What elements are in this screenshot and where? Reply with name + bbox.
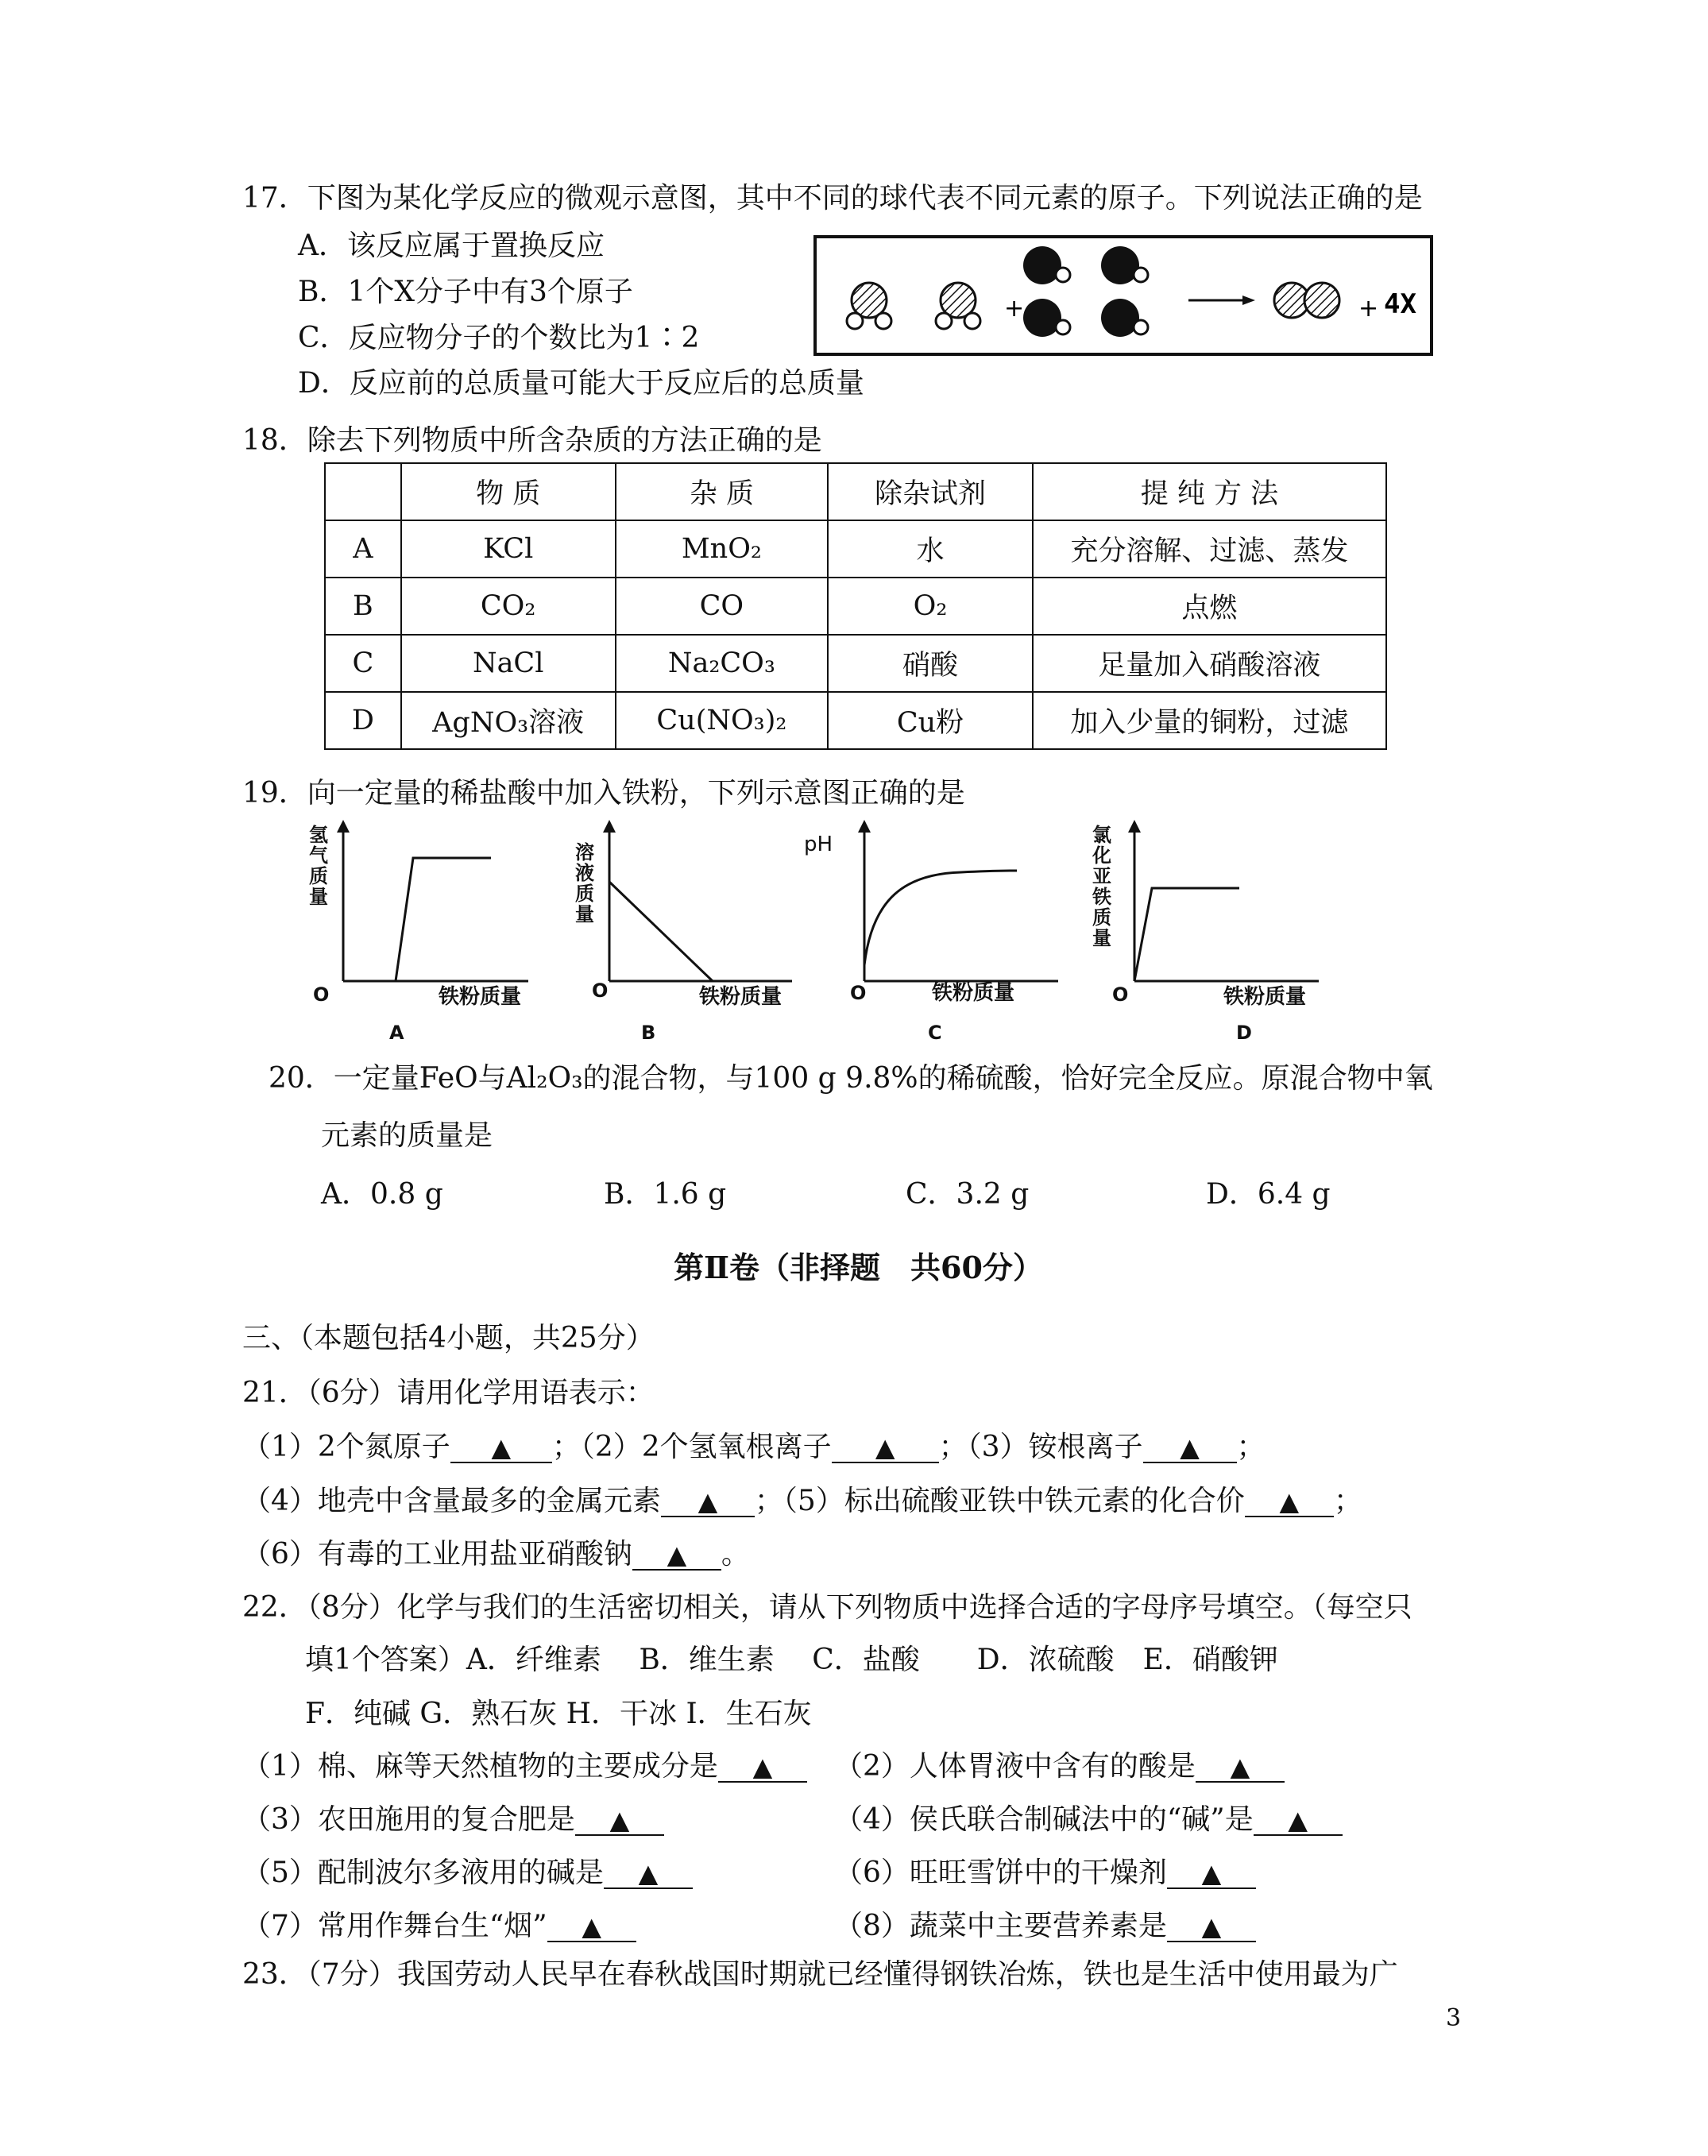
plus-sign-2: + — [1358, 295, 1379, 323]
q22-item-5: （5）配制波尔多液用的碱是 ▲ — [242, 1859, 693, 1889]
q21-line3 — [242, 1540, 750, 1571]
table-cell: 硝酸 — [828, 635, 1033, 692]
triangle-icon: ▲ — [1201, 1858, 1222, 1888]
q22-item-4: （4）侯氏联合制碱法中的“碱”是 ▲ — [834, 1806, 1343, 1836]
table-cell: B — [325, 578, 401, 635]
graph-c-xlabel: 铁粉质量 — [932, 981, 1015, 1005]
graph-d — [1080, 818, 1335, 1049]
q17-option-d: D．反应前的总质量可能大于反应后的总质量 — [298, 367, 864, 400]
q22-stem-line3: F．纯碱 G．熟石灰 H．干冰 I．生石灰 — [305, 1698, 812, 1730]
table-cell: D — [325, 692, 401, 749]
q20-option-d: D．6.4 g — [1206, 1178, 1331, 1211]
table-cell: Cu(NO₃)₂ — [616, 692, 829, 749]
table-cell: AgNO₃溶液 — [401, 692, 616, 749]
triangle-icon: ▲ — [1288, 1805, 1308, 1835]
q21-end2: ； — [1333, 1485, 1362, 1517]
q17-option-a: A．该反应属于置换反应 — [298, 230, 605, 262]
graph-d-xlabel: 铁粉质量 — [1223, 985, 1307, 1009]
table-header-cell — [325, 463, 401, 520]
table-cell: CO — [616, 578, 829, 635]
q20-stem-line1: 20．一定量FeO与Al₂O₃的混合物，与100 g 9.8%的稀硫酸，恰好完全反应。原混合物中氧 — [269, 1062, 1433, 1095]
q21-item1: （1）2个氮原子 — [242, 1431, 450, 1463]
answer-blank[interactable] — [547, 1912, 636, 1942]
table-cell: Cu粉 — [828, 692, 1033, 749]
graph-d-letter: D — [1236, 1022, 1252, 1044]
graph-c-ylabel: pH — [804, 833, 833, 856]
q21-item4: （4）地壳中含量最多的金属元素 — [242, 1485, 661, 1517]
q17-stem: 17．下图为某化学反应的微观示意图，其中不同的球代表不同元素的原子。下列说法正确的是 — [242, 182, 1423, 214]
q22-stem-line2: 填1个答案）A．纤维素 B．维生素 C．盐酸 D．浓硫酸 E．硝酸钾 — [305, 1644, 1278, 1676]
triangle-icon: ▲ — [609, 1805, 630, 1835]
triangle-icon: ▲ — [667, 1540, 687, 1570]
table-cell: 足量加入硝酸溶液 — [1033, 635, 1386, 692]
triangle-icon: ▲ — [1180, 1432, 1200, 1462]
answer-blank[interactable] — [450, 1433, 552, 1463]
q21-end3: 。 — [721, 1538, 750, 1571]
q20-stem-line2: 元素的质量是 — [321, 1119, 493, 1152]
table-header-row — [325, 463, 1386, 520]
graph-b-letter: B — [641, 1022, 656, 1044]
table-row — [325, 692, 1386, 749]
table-header-cell: 物 质 — [401, 463, 616, 520]
triangle-icon: ▲ — [1230, 1752, 1250, 1782]
triangle-icon: ▲ — [1279, 1486, 1300, 1517]
molecule-black-4 — [1101, 299, 1148, 337]
answer-blank[interactable] — [1254, 1806, 1343, 1836]
triangle-icon: ▲ — [491, 1432, 512, 1462]
graph-a-letter: A — [389, 1022, 404, 1044]
answer-blank[interactable] — [575, 1806, 664, 1836]
q18-stem: 18．除去下列物质中所含杂质的方法正确的是 — [242, 424, 822, 457]
table-cell: 水 — [828, 520, 1033, 578]
table-header-cell: 提 纯 方 法 — [1033, 463, 1386, 520]
graph-a-xlabel: 铁粉质量 — [439, 985, 522, 1009]
molecule-black-1 — [1023, 246, 1070, 284]
q21-stem: 21．（6分）请用化学用语表示： — [242, 1377, 655, 1409]
product-x-label: 4X — [1384, 288, 1416, 320]
q21-item2: ；（2）2个氢氧根离子 — [551, 1431, 832, 1463]
graph-a-ylabel: 氢气质量 — [309, 824, 328, 908]
q17-option-b: B．1个X分子中有3个原子 — [298, 276, 633, 308]
triangle-icon: ▲ — [1201, 1911, 1222, 1942]
table-cell: C — [325, 635, 401, 692]
graph-c-letter: C — [928, 1022, 942, 1044]
table-header-cell: 杂 质 — [616, 463, 829, 520]
table-cell: 点燃 — [1033, 578, 1386, 635]
q20-option-c: C．3.2 g — [906, 1178, 1030, 1211]
answer-blank[interactable] — [1196, 1752, 1285, 1783]
molecule-hatched-1 — [847, 283, 891, 329]
reaction-arrow — [1188, 296, 1255, 305]
part2-title: 第Ⅱ卷（非择题 共60分） — [674, 1250, 1043, 1285]
graph-b-ylabel: 溶液质量 — [575, 841, 594, 925]
table-cell: O₂ — [828, 578, 1033, 635]
graph-b-xlabel: 铁粉质量 — [699, 985, 783, 1009]
q21-line2 — [242, 1487, 1362, 1517]
triangle-icon: ▲ — [875, 1432, 895, 1462]
answer-blank[interactable] — [1245, 1487, 1334, 1517]
table-header-cell: 除杂试剂 — [828, 463, 1033, 520]
molecule-black-2 — [1101, 246, 1148, 284]
graph-c-origin: O — [850, 982, 867, 1004]
q20-option-a: A．0.8 g — [321, 1178, 443, 1211]
table-cell: 充分溶解、过滤、蒸发 — [1033, 520, 1386, 578]
graph-b — [568, 818, 814, 1049]
answer-blank[interactable] — [632, 1540, 721, 1571]
table-cell: 加入少量的铜粉，过滤 — [1033, 692, 1386, 749]
molecule-black-3 — [1023, 299, 1070, 337]
molecule-hatched-2 — [936, 283, 980, 329]
q21-end1: ； — [1236, 1431, 1266, 1463]
answer-blank[interactable] — [1143, 1433, 1237, 1463]
triangle-icon: ▲ — [752, 1752, 773, 1782]
graph-b-origin: O — [592, 979, 609, 1002]
q21-item3: ；（3）铵根离子 — [938, 1431, 1143, 1463]
plus-sign-1: + — [1004, 295, 1025, 323]
q21-line1 — [242, 1433, 1266, 1463]
answer-blank[interactable] — [1167, 1859, 1256, 1889]
graph-c — [802, 818, 1072, 1049]
q22-item-3: （3）农田施用的复合肥是 ▲ — [242, 1806, 664, 1836]
table-cell: MnO₂ — [616, 520, 829, 578]
table-cell: KCl — [401, 520, 616, 578]
triangle-icon: ▲ — [582, 1911, 602, 1942]
graph-d-origin: O — [1112, 983, 1129, 1006]
q22-item-2: （2）人体胃液中含有的酸是 ▲ — [834, 1752, 1285, 1783]
triangle-icon: ▲ — [697, 1486, 718, 1517]
graph-a — [302, 818, 556, 1049]
graph-d-ylabel: 氯化亚铁质量 — [1092, 824, 1111, 949]
q17-option-c: C．反应物分子的个数比为1∶2 — [298, 322, 700, 354]
table-row — [325, 635, 1386, 692]
table-cell: CO₂ — [401, 578, 616, 635]
graph-a-origin: O — [313, 983, 330, 1006]
section3-heading: 三、（本题包括4小题，共25分） — [242, 1322, 655, 1354]
q19-stem: 19．向一定量的稀盐酸中加入铁粉，下列示意图正确的是 — [242, 777, 965, 809]
table-cell: NaCl — [401, 635, 616, 692]
table-row — [325, 520, 1386, 578]
answer-blank[interactable] — [661, 1487, 755, 1517]
q21-item6: （6）有毒的工业用盐亚硝酸钠 — [242, 1538, 632, 1571]
q22-item-7: （7）常用作舞台生“烟” ▲ — [242, 1912, 636, 1942]
q22-item-1: （1）棉、麻等天然植物的主要成分是 ▲ — [242, 1752, 807, 1783]
q22-item-8: （8）蔬菜中主要营养素是 ▲ — [834, 1912, 1256, 1942]
q20-option-b: B．1.6 g — [604, 1178, 727, 1211]
q18-table — [324, 462, 1387, 750]
triangle-icon: ▲ — [638, 1858, 659, 1888]
q21-item5: ；（5）标出硫酸亚铁中铁元素的化合价 — [754, 1485, 1245, 1517]
molecule-product — [1274, 283, 1339, 318]
page-number: 3 — [1446, 2004, 1462, 2032]
answer-blank[interactable] — [832, 1433, 939, 1463]
table-cell: A — [325, 520, 401, 578]
q22-item-6: （6）旺旺雪饼中的干燥剂 ▲ — [834, 1859, 1256, 1889]
q22-stem-line1: 22．（8分）化学与我们的生活密切相关，请从下列物质中选择合适的字母序号填空。（每空只 — [242, 1591, 1412, 1624]
reaction-diagram — [813, 235, 1433, 356]
answer-blank[interactable] — [1167, 1912, 1256, 1942]
answer-blank[interactable] — [718, 1752, 807, 1783]
table-row — [325, 578, 1386, 635]
q23-stem: 23．（7分）我国劳动人民早在春秋战国时期就已经懂得钢铁冶炼，铁也是生活中使用最为广 — [242, 1958, 1398, 1991]
answer-blank[interactable] — [604, 1859, 693, 1889]
table-cell: Na₂CO₃ — [616, 635, 829, 692]
